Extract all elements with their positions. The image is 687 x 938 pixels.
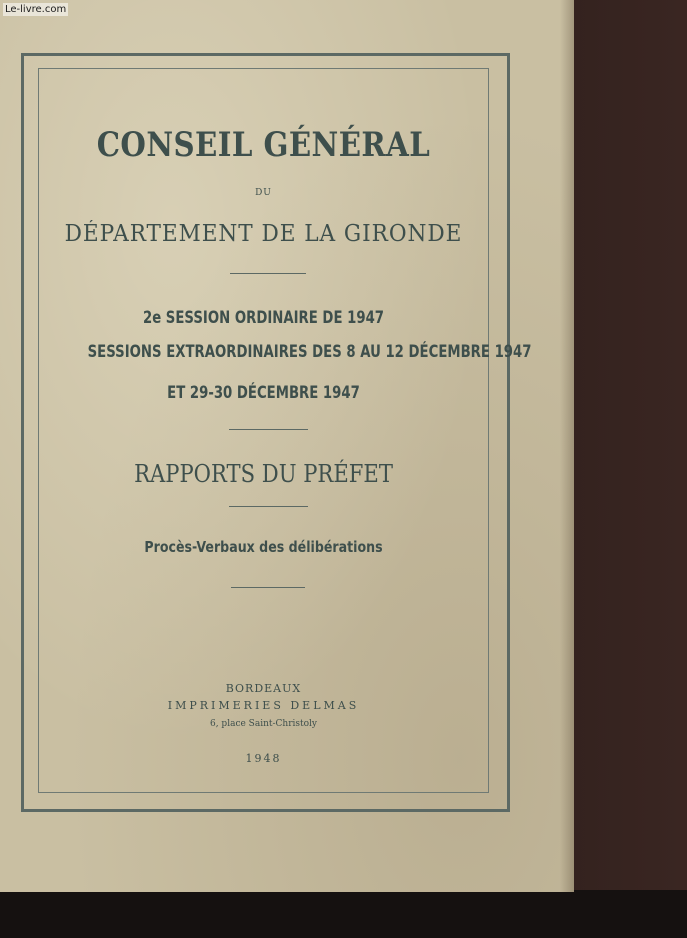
divider-rule — [231, 587, 305, 588]
cover-edge-shadow — [560, 0, 574, 892]
imprint-city: BORDEAUX — [225, 682, 302, 695]
session-line-extraordinary: SESSIONS EXTRAORDINAIRES DES 8 AU 12 DÉCEMBRE 1947 — [87, 342, 532, 362]
minutes-subheading: Procès-Verbaux des délibérations — [144, 538, 383, 556]
imprint-year: 1948 — [245, 752, 282, 765]
session-line-ordinary: 2e SESSION ORDINAIRE DE 1947 — [142, 308, 385, 328]
cover-title: CONSEIL GÉNÉRAL — [96, 125, 431, 165]
imprint-printer: IMPRIMERIES DELMAS — [167, 699, 360, 712]
watermark-label: Le-livre.com — [5, 4, 67, 15]
title-connector: DU — [255, 188, 272, 198]
imprint-address: 6, place Saint-Christoly — [209, 719, 318, 729]
reports-heading: RAPPORTS DU PRÉFET — [134, 460, 393, 488]
session-line-dates: ET 29-30 DÉCEMBRE 1947 — [167, 383, 360, 403]
department-name: DÉPARTEMENT DE LA GIRONDE — [64, 221, 463, 247]
table-surface — [0, 890, 687, 938]
divider-rule — [229, 506, 308, 507]
divider-rule — [230, 273, 306, 274]
divider-rule — [229, 429, 308, 430]
